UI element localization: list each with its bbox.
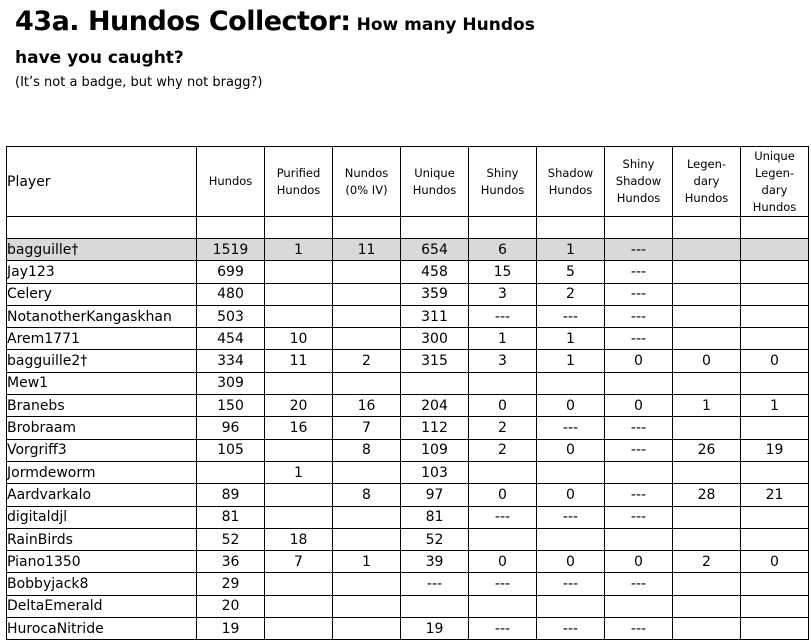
table-row [7, 261, 809, 283]
cell-shiny [469, 595, 537, 617]
cell-shiny-shadow: --- [605, 328, 673, 350]
table-row [7, 506, 809, 528]
cell-shiny: 15 [469, 261, 537, 283]
cell-unique-legendary [741, 261, 809, 283]
cell-shiny [469, 372, 537, 394]
cell-legendary [673, 573, 741, 595]
cell-nundos [333, 573, 401, 595]
cell-shadow: 0 [537, 439, 605, 461]
cell-shadow: 2 [537, 283, 605, 305]
cell-unique: 103 [401, 461, 469, 483]
cell-player: Arem1771 [7, 328, 197, 350]
cell-nundos: 8 [333, 439, 401, 461]
cell-shiny-shadow: --- [605, 439, 673, 461]
cell-shiny-shadow: --- [605, 417, 673, 439]
cell-unique: 52 [401, 528, 469, 550]
cell-purified [265, 372, 333, 394]
cell-shadow [537, 528, 605, 550]
cell-hundos: 309 [197, 372, 265, 394]
cell-legendary [673, 461, 741, 483]
cell-legendary: 0 [673, 350, 741, 372]
cell-legendary [673, 305, 741, 327]
cell-purified [265, 484, 333, 506]
cell-nundos: 11 [333, 239, 401, 261]
cell-legendary [673, 372, 741, 394]
cell-unique: 39 [401, 551, 469, 573]
cell-shiny: --- [469, 618, 537, 640]
table-row [7, 461, 809, 483]
cell-unique-legendary: 0 [741, 551, 809, 573]
cell-shiny: 6 [469, 239, 537, 261]
cell-player: Piano1350 [7, 551, 197, 573]
cell-shadow: 1 [537, 350, 605, 372]
cell-player: bagguille† [7, 239, 197, 261]
table-row [7, 305, 809, 327]
cell-shiny-shadow: 0 [605, 350, 673, 372]
title-main: 43a. Hundos Collector: [15, 6, 351, 37]
cell-hundos: 334 [197, 350, 265, 372]
cell-legendary [673, 417, 741, 439]
cell-legendary: 28 [673, 484, 741, 506]
cell-shiny: 3 [469, 350, 537, 372]
cell-shiny-shadow [605, 461, 673, 483]
cell-player: bagguille2† [7, 350, 197, 372]
cell-shiny: --- [469, 573, 537, 595]
cell-legendary: 2 [673, 551, 741, 573]
cell-purified: 20 [265, 395, 333, 417]
cell-purified [265, 573, 333, 595]
cell-shadow: --- [537, 417, 605, 439]
cell-shiny-shadow: --- [605, 573, 673, 595]
cell-purified [265, 283, 333, 305]
cell-shadow: --- [537, 506, 605, 528]
cell-player: digitaldjl [7, 506, 197, 528]
cell-unique: 109 [401, 439, 469, 461]
cell-unique-legendary [741, 417, 809, 439]
header-shadow: Shadow Hundos [537, 147, 605, 217]
table-row [7, 573, 809, 595]
cell-legendary [673, 595, 741, 617]
cell-purified: 1 [265, 461, 333, 483]
cell-shiny: --- [469, 305, 537, 327]
header-purified: Purified Hundos [265, 147, 333, 217]
cell-hundos: 1519 [197, 239, 265, 261]
cell-shiny-shadow: --- [605, 484, 673, 506]
cell-shadow: 0 [537, 551, 605, 573]
cell-nundos [333, 261, 401, 283]
cell-purified: 7 [265, 551, 333, 573]
cell-hundos: 150 [197, 395, 265, 417]
cell-nundos: 16 [333, 395, 401, 417]
cell-hundos: 19 [197, 618, 265, 640]
cell-player: Jay123 [7, 261, 197, 283]
cell-unique-legendary [741, 506, 809, 528]
cell-shiny-shadow: --- [605, 283, 673, 305]
cell-purified: 16 [265, 417, 333, 439]
cell-nundos [333, 618, 401, 640]
cell-purified [265, 595, 333, 617]
cell-unique-legendary: 19 [741, 439, 809, 461]
cell-shiny: 3 [469, 283, 537, 305]
cell-shiny-shadow: --- [605, 506, 673, 528]
cell-unique-legendary: 0 [741, 350, 809, 372]
cell-nundos [333, 372, 401, 394]
cell-unique: 97 [401, 484, 469, 506]
cell-unique: 204 [401, 395, 469, 417]
cell-shadow: 0 [537, 484, 605, 506]
cell-unique: 458 [401, 261, 469, 283]
cell-hundos: 89 [197, 484, 265, 506]
cell-shiny-shadow [605, 372, 673, 394]
cell-shiny-shadow: --- [605, 305, 673, 327]
cell-unique: 359 [401, 283, 469, 305]
cell-player: Bobbyjack8 [7, 573, 197, 595]
cell-shiny: 2 [469, 439, 537, 461]
header-nundos: Nundos (0% IV) [333, 147, 401, 217]
cell-shiny: 1 [469, 328, 537, 350]
cell-player: RainBirds [7, 528, 197, 550]
table-row [7, 350, 809, 372]
cell-unique-legendary [741, 573, 809, 595]
cell-unique: 19 [401, 618, 469, 640]
cell-legendary [673, 283, 741, 305]
cell-player: Mew1 [7, 372, 197, 394]
cell-unique: 300 [401, 328, 469, 350]
cell-shiny: 0 [469, 551, 537, 573]
cell-shiny-shadow [605, 595, 673, 617]
cell-legendary [673, 328, 741, 350]
cell-nundos [333, 595, 401, 617]
header-row [7, 147, 809, 217]
cell-purified [265, 261, 333, 283]
cell-player: Vorgriff3 [7, 439, 197, 461]
cell-hundos: 503 [197, 305, 265, 327]
header-hundos: Hundos [197, 147, 265, 217]
cell-shiny: 0 [469, 395, 537, 417]
header-shiny: Shiny Hundos [469, 147, 537, 217]
table-body [7, 239, 809, 640]
header-unique-legendary: Unique Legen- dary Hundos [741, 147, 809, 217]
header-player: Player [7, 147, 197, 217]
cell-shiny: --- [469, 506, 537, 528]
cell-hundos: 96 [197, 417, 265, 439]
cell-legendary: 1 [673, 395, 741, 417]
cell-purified [265, 439, 333, 461]
title-note: (It’s not a badge, but why not bragg?) [15, 75, 263, 90]
cell-shadow: 5 [537, 261, 605, 283]
cell-nundos: 1 [333, 551, 401, 573]
cell-unique-legendary [741, 528, 809, 550]
table-row [7, 439, 809, 461]
cell-shadow: --- [537, 618, 605, 640]
cell-shiny-shadow: --- [605, 239, 673, 261]
cell-legendary [673, 261, 741, 283]
cell-nundos [333, 283, 401, 305]
cell-shadow: 0 [537, 395, 605, 417]
cell-nundos [333, 328, 401, 350]
cell-shadow: --- [537, 573, 605, 595]
cell-unique-legendary [741, 239, 809, 261]
cell-player: HurocaNitride [7, 618, 197, 640]
cell-player: Celery [7, 283, 197, 305]
table-row [7, 551, 809, 573]
cell-purified [265, 506, 333, 528]
cell-unique: --- [401, 573, 469, 595]
cell-legendary [673, 239, 741, 261]
cell-shadow: 1 [537, 239, 605, 261]
cell-shadow [537, 372, 605, 394]
cell-purified [265, 305, 333, 327]
cell-purified: 10 [265, 328, 333, 350]
cell-legendary [673, 506, 741, 528]
cell-unique: 311 [401, 305, 469, 327]
header-shiny-shadow: Shiny Shadow Hundos [605, 147, 673, 217]
cell-nundos [333, 461, 401, 483]
cell-hundos: 480 [197, 283, 265, 305]
table-row [7, 528, 809, 550]
table-row [7, 484, 809, 506]
cell-unique: 81 [401, 506, 469, 528]
cell-player: DeltaEmerald [7, 595, 197, 617]
cell-unique-legendary [741, 618, 809, 640]
cell-nundos: 7 [333, 417, 401, 439]
cell-legendary [673, 618, 741, 640]
cell-hundos: 29 [197, 573, 265, 595]
cell-hundos: 36 [197, 551, 265, 573]
title-question-continued: have you caught? [15, 48, 184, 68]
cell-shiny-shadow: --- [605, 618, 673, 640]
table-row [7, 283, 809, 305]
table-row [7, 417, 809, 439]
cell-shiny [469, 461, 537, 483]
cell-shadow: --- [537, 305, 605, 327]
cell-nundos: 8 [333, 484, 401, 506]
cell-unique: 112 [401, 417, 469, 439]
cell-unique [401, 595, 469, 617]
header-legendary: Legen- dary Hundos [673, 147, 741, 217]
cell-unique-legendary: 21 [741, 484, 809, 506]
cell-hundos: 52 [197, 528, 265, 550]
cell-nundos [333, 528, 401, 550]
cell-player: Jormdeworm [7, 461, 197, 483]
cell-purified: 1 [265, 239, 333, 261]
cell-purified [265, 618, 333, 640]
cell-shiny [469, 528, 537, 550]
cell-purified: 18 [265, 528, 333, 550]
cell-unique-legendary [741, 595, 809, 617]
cell-unique-legendary [741, 328, 809, 350]
cell-hundos: 20 [197, 595, 265, 617]
cell-shadow [537, 461, 605, 483]
cell-unique: 315 [401, 350, 469, 372]
header-unique: Unique Hundos [401, 147, 469, 217]
cell-legendary: 26 [673, 439, 741, 461]
table-row [7, 239, 809, 261]
cell-unique-legendary [741, 461, 809, 483]
cell-shiny-shadow: 0 [605, 551, 673, 573]
spacer-row [7, 217, 809, 239]
table-row [7, 618, 809, 640]
table-row [7, 328, 809, 350]
cell-hundos: 81 [197, 506, 265, 528]
hundos-table [6, 146, 809, 640]
table-row [7, 372, 809, 394]
table-row [7, 595, 809, 617]
title-question: How many Hundos [356, 15, 535, 35]
cell-hundos: 105 [197, 439, 265, 461]
cell-shadow [537, 595, 605, 617]
table-row [7, 395, 809, 417]
cell-player: NotanotherKangaskhan [7, 305, 197, 327]
cell-unique: 654 [401, 239, 469, 261]
cell-shadow: 1 [537, 328, 605, 350]
cell-unique-legendary [741, 372, 809, 394]
cell-unique-legendary [741, 305, 809, 327]
cell-player: Brobraam [7, 417, 197, 439]
cell-unique-legendary [741, 283, 809, 305]
cell-unique [401, 372, 469, 394]
cell-unique-legendary: 1 [741, 395, 809, 417]
cell-shiny-shadow: 0 [605, 395, 673, 417]
cell-shiny: 0 [469, 484, 537, 506]
cell-shiny-shadow: --- [605, 261, 673, 283]
cell-player: Aardvarkalo [7, 484, 197, 506]
cell-shiny: 2 [469, 417, 537, 439]
cell-nundos [333, 506, 401, 528]
cell-purified: 11 [265, 350, 333, 372]
cell-hundos: 454 [197, 328, 265, 350]
cell-hundos [197, 461, 265, 483]
cell-nundos [333, 305, 401, 327]
cell-legendary [673, 528, 741, 550]
cell-player: Branebs [7, 395, 197, 417]
page-title [15, 6, 535, 37]
cell-nundos: 2 [333, 350, 401, 372]
cell-hundos: 699 [197, 261, 265, 283]
cell-shiny-shadow [605, 528, 673, 550]
